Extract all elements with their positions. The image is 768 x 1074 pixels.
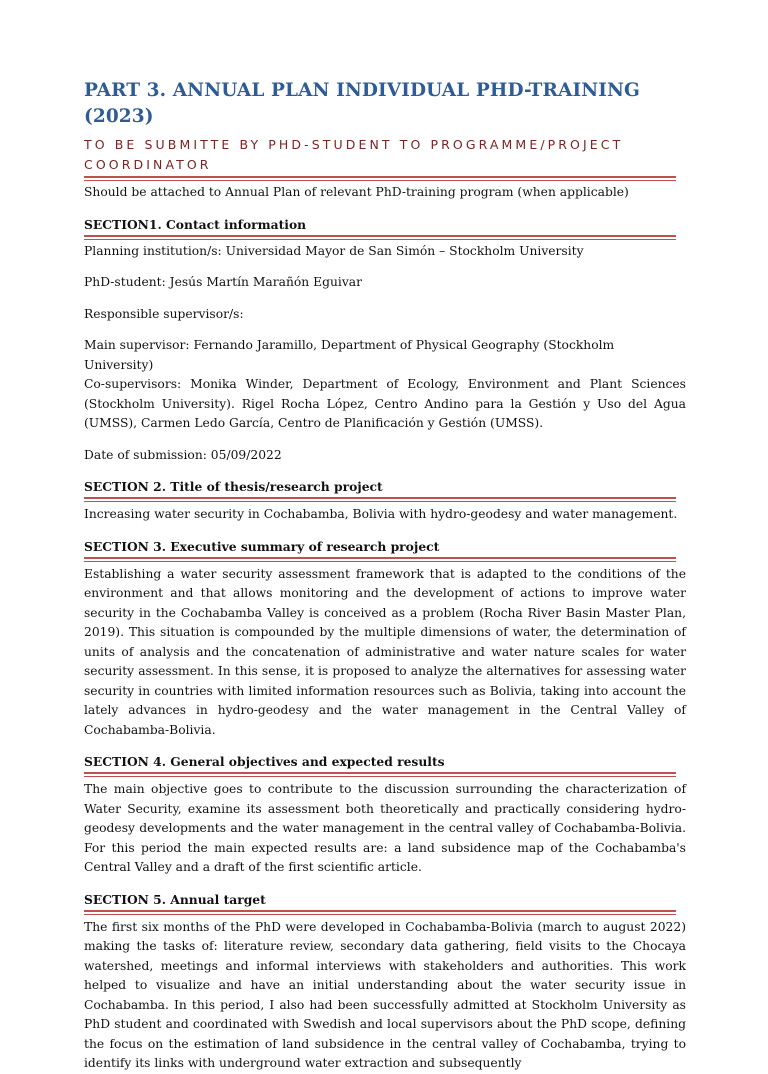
spacer [84,324,686,336]
divider-rule [84,772,676,777]
spacer [84,525,686,537]
section5-heading: SECTION 5. Annual target [84,891,266,907]
spacer [84,740,686,752]
thesis-title: Increasing water security in Cochabamba, Bolivia with hydro-geodesy and water management. [84,507,678,521]
responsible-supervisors: Responsible supervisor/s: [84,306,244,321]
planning-institution: Planning institution/s: Universidad Mayor de San Simón – Stockholm University [84,243,584,258]
main-supervisor: Main supervisor: Fernando Jaramillo, Department of Physical Geography (Stockholm University) [84,338,615,372]
divider-rule [84,910,676,915]
section4-heading: SECTION 4. General objectives and expected results [84,754,445,769]
spacer [84,465,686,477]
intro-note: Should be attached to Annual Plan of relevant PhD-training program (when applicable) [84,185,629,199]
divider-rule [84,497,676,502]
spacer [84,878,686,890]
spacer [84,434,686,446]
divider-rule [84,235,676,240]
objectives-text: The main objective goes to contribute to the discussion surrounding the characterization of Water Security, examine its assessment both theoretically and practically considering hydro-geodesy developments and the water management in the central valley of Cochabamba-Bolivia. For this period the main expected results are: a land subsidence map of the Cochabamba's Central Valley and a draft of the first scientific article. [84,782,686,874]
section3-heading: SECTION 3. Executive summary of research project [84,538,440,554]
co-supervisors: Co-supervisors: Monika Winder, Department of Ecology, Environment and Plant Sciences (Stockholm University). Rigel Rocha López, Centro Andino para la Gestión y Uso del Agua (UMSS), Carmen Ledo García, Centro de Planificación y Gestión (UMSS). [84,377,686,430]
spacer [84,261,686,273]
document-subtitle: TO BE SUBMITTE BY PHD-STUDENT TO PROGRAMME/PROJECT COORDINATOR [84,137,624,172]
spacer [84,203,686,215]
spacer [84,293,686,305]
executive-summary: Establishing a water security assessment framework that is adapted to the conditions of the environment and that allows monitoring and the development of actions to improve water security in the Cochabamba Valley is conceived as a problem (Rocha River Basin Master Plan, 2019). This situation is compounded by the multiple dimensions of water, the determination of units of analysis and the concatenation of administrative and water nature scales for water security assessment. In this sense, it is proposed to analyze the alternatives for assessing water security in countries with limited information resources such as Bolivia, taking into account the lately advances in hydro-geodesy and the water management in the Central Valley of Cochabamba-Bolivia. [84,566,686,737]
section1-heading: SECTION1. Contact information [84,216,307,232]
document-content [84,78,686,1074]
section2-heading: SECTION 2. Title of thesis/research project [84,479,383,494]
divider-rule [84,557,676,562]
annual-target-text: The first six months of the PhD were developed in Cochabamba-Bolivia (march to august 2022) making the tasks of: literature review, secondary data gathering, field visits to the Chocaya watershed, meetings and informal interviews with stakeholders and authorities. This work helped to visualize and have an initial understanding about the water security issue in Cochabamba. In this period, I also had been successfully admitted at Stockholm University as PhD student and coordinated with Swedish and local supervisors about the PhD scope, defining the focus on the estimation of land subsidence in the central valley of Cochabamba, trying to identify its links with underground water extraction and subsequently [84,919,686,1070]
document-title: PART 3. ANNUAL PLAN INDIVIDUAL PHD-TRAINING (2023) [84,80,640,127]
submission-date: Date of submission: 05/09/2022 [84,447,282,462]
phd-student: PhD-student: Jesús Martín Marañón Eguivar [84,275,362,289]
divider-rule [84,176,676,181]
